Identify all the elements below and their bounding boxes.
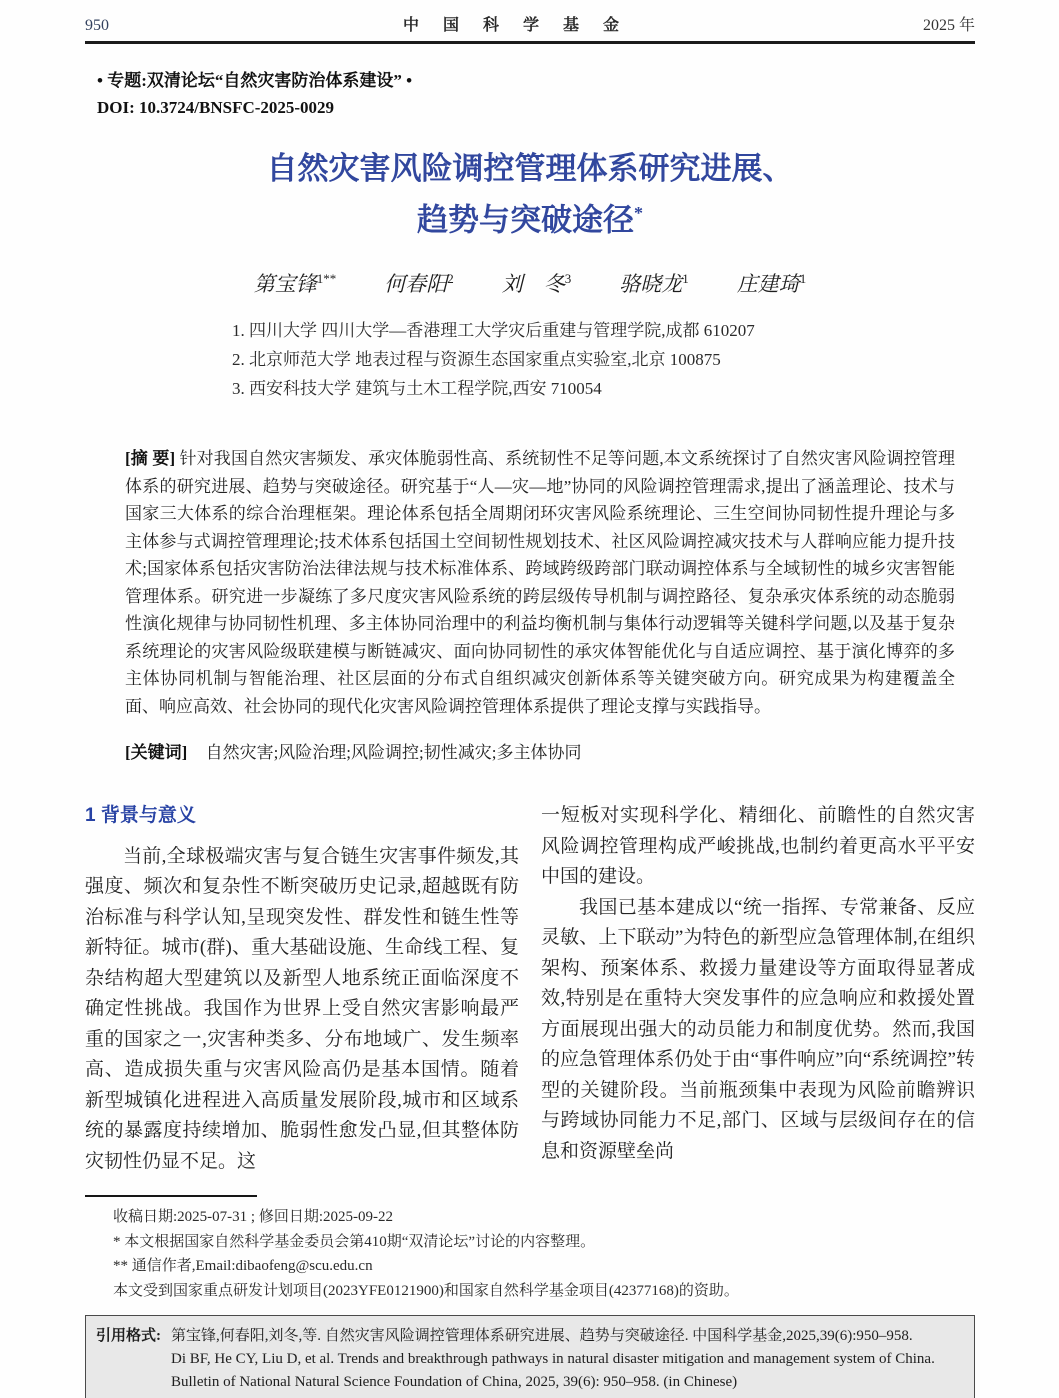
citation-body — [171, 1325, 960, 1394]
journal-title: 中 国 科 学 基 金 — [402, 17, 629, 34]
paper-title-line2: 趋势与突破途径 — [417, 202, 634, 238]
paper-title-line1: 自然灾害风险调控管理体系研究进展、 — [266, 151, 794, 186]
journal-year: 2025 年 — [922, 17, 975, 34]
citation-chinese: 第宝锋,何春阳,刘冬,等. 自然灾害风险调控管理体系研究进展、趋势与突破途径. 中国科学基金,2025,39(6):950–958. — [171, 1328, 913, 1345]
author-superscript: 1 — [799, 271, 807, 287]
author — [502, 268, 572, 298]
author-name: 庄建琦 — [736, 272, 800, 297]
left-column — [85, 801, 519, 1177]
body-columns — [85, 801, 975, 1177]
citation-label: 引用格式: — [96, 1328, 161, 1345]
author-superscript: 1 — [682, 271, 689, 287]
abstract-label: [摘 要] — [125, 449, 176, 469]
author-superscript: 1** — [316, 271, 337, 287]
received-revised-dates: 收稿日期:2025-07-31 ; 修回日期:2025-09-22 — [113, 1209, 393, 1226]
page-content — [85, 0, 975, 1398]
journal-header — [85, 0, 975, 35]
special-topic-line: • 专题:双清论坛“自然灾害防治体系建设” • — [97, 71, 413, 90]
author-superscript: 3 — [564, 271, 572, 287]
authors-row — [85, 268, 975, 298]
author-name: 何春阳 — [384, 272, 448, 297]
affiliation-line: 3. 西安科技大学 建筑与土木工程学院,西安 710054 — [232, 379, 602, 399]
author — [619, 268, 689, 298]
footnote-corresponding-author: ** 通信作者,Email:dibaofeng@scu.edu.cn — [113, 1258, 373, 1275]
affiliation-line: 1. 四川大学 四川大学—香港理工大学灾后重建与管理学院,成都 610207 — [232, 321, 755, 341]
paper-title — [85, 146, 975, 242]
author-name: 刘 冬 — [501, 272, 565, 297]
footnote-funding: 本文受到国家重点研发计划项目(2023YFE0121900)和国家自然科学基金项目(42377168)的资助。 — [113, 1282, 739, 1299]
author-superscript: 2 — [447, 271, 454, 287]
topic-block — [97, 66, 975, 118]
citation-box — [85, 1315, 975, 1398]
section-1-heading: 1 背景与意义 — [85, 805, 196, 827]
abstract — [125, 445, 955, 720]
affiliations — [232, 316, 975, 403]
footnote-divider — [85, 1195, 257, 1197]
keywords-text: 自然灾害;风险治理;风险调控;韧性减灾;多主体协同 — [205, 743, 582, 763]
doi-line: DOI: 10.3724/BNSFC-2025-0029 — [97, 98, 335, 117]
title-footnote-asterisk: * — [634, 203, 643, 223]
page-number: 950 — [85, 17, 109, 34]
author-name: 第宝锋 — [253, 272, 317, 297]
footnote-source: * 本文根据国家自然科学基金委员会第410期“双清论坛”讨论的内容整理。 — [113, 1233, 596, 1250]
author — [737, 268, 807, 298]
author — [254, 268, 337, 298]
author-name: 骆晓龙 — [619, 272, 683, 297]
keywords — [125, 738, 955, 763]
affiliation-line: 2. 北京师范大学 地表过程与资源生态国家重点实验室,北京 100875 — [232, 350, 721, 370]
body-paragraph: 当前,全球极端灾害与复合链生灾害事件频发,其强度、频次和复杂性不断突破历史记录,超越既有防治标准与科学认知,呈现突发性、群发性和链生性等新特征。城市(群)、重大基础设施、生命线工程、复杂结构超大型建筑以及新型人地系统正面临深度不确定性挑战。我国作为世界上受自然灾害影响最严重的国家之一,灾害种类多、分布地域广、发生频率高、造成损失重与灾害风险高仍是基本国情。随着新型城镇化进程进入高质量发展阶段,城市和区域系统的暴露度持续增加、脆弱性愈发凸显,但其整体防灾韧性仍显不足。这 — [85, 845, 519, 1172]
abstract-text: 针对我国自然灾害频发、承灾体脆弱性高、系统韧性不足等问题,本文系统探讨了自然灾害风险调控管理体系的研究进展、趋势与突破途径。研究基于“人—灾—地”协同的风险调控管理需求,提出了涵盖理论、技术与国家三大体系的综合治理框架。理论体系包括全周期闭环灾害风险系统理论、三生空间协同韧性提升理论与多主体参与式调控管理理论;技术体系包括国土空间韧性规划技术、社区风险调控减灾技术与人群响应能力提升技术;国家体系包括灾害防治法律法规与技术标准体系、跨域跨级跨部门联动调控体系与全域韧性的城乡灾害智能管理体系。研究进一步凝练了多尺度灾害风险系统的跨层级传导机制与调控路径、复杂承灾体系统的动态脆弱性演化规律与协同韧性机理、多主体协同治理中的利益均衡机制与集体行动逻辑等关键科学问题,以及基于复杂系统理论的灾害风险级联建模与断链减灾、面向协同韧性的承灾体智能优化与自适应调控、基于演化博弈的多主体协同机制与智能治理、社区层面的分布式自组织减灾创新体系等关键突破方向。研究成果为构建覆盖全面、响应高效、社会协同的现代化灾害风险调控管理体系提供了理论支撑与实践指导。 — [125, 449, 956, 716]
right-column — [541, 801, 975, 1177]
author — [384, 268, 454, 298]
header-divider — [85, 41, 975, 44]
body-paragraph-continuation: 一短板对实现科学化、精细化、前瞻性的自然灾害风险调控管理构成严峻挑战,也制约着更高水平平安中国的建设。 — [541, 805, 975, 888]
body-paragraph: 我国已基本建成以“统一指挥、专常兼备、反应灵敏、上下联动”为特色的新型应急管理体制,在组织架构、预案体系、救援力量建设等方面取得显著成效,特别是在重特大突发事件的应急响应和救援处置方面展现出强大的动员能力和制度优势。然而,我国的应急管理体系仍处于由“事件响应”向“系统调控”转型的关键阶段。当前瓶颈集中表现为风险前瞻辨识与跨域协同能力不足,部门、区域与层级间存在的信息和资源壁垒尚 — [541, 896, 975, 1162]
citation-english: Di BF, He CY, Liu D, et al. Trends and breakthrough pathways in natural disaster mitigation and management system of China. Bulletin of National Natural Science Foundation of China, 2025, 39(6): 950–958. (in Chinese) — [171, 1351, 935, 1391]
footnotes — [113, 1205, 975, 1303]
keywords-label: [关键词] — [125, 743, 188, 763]
